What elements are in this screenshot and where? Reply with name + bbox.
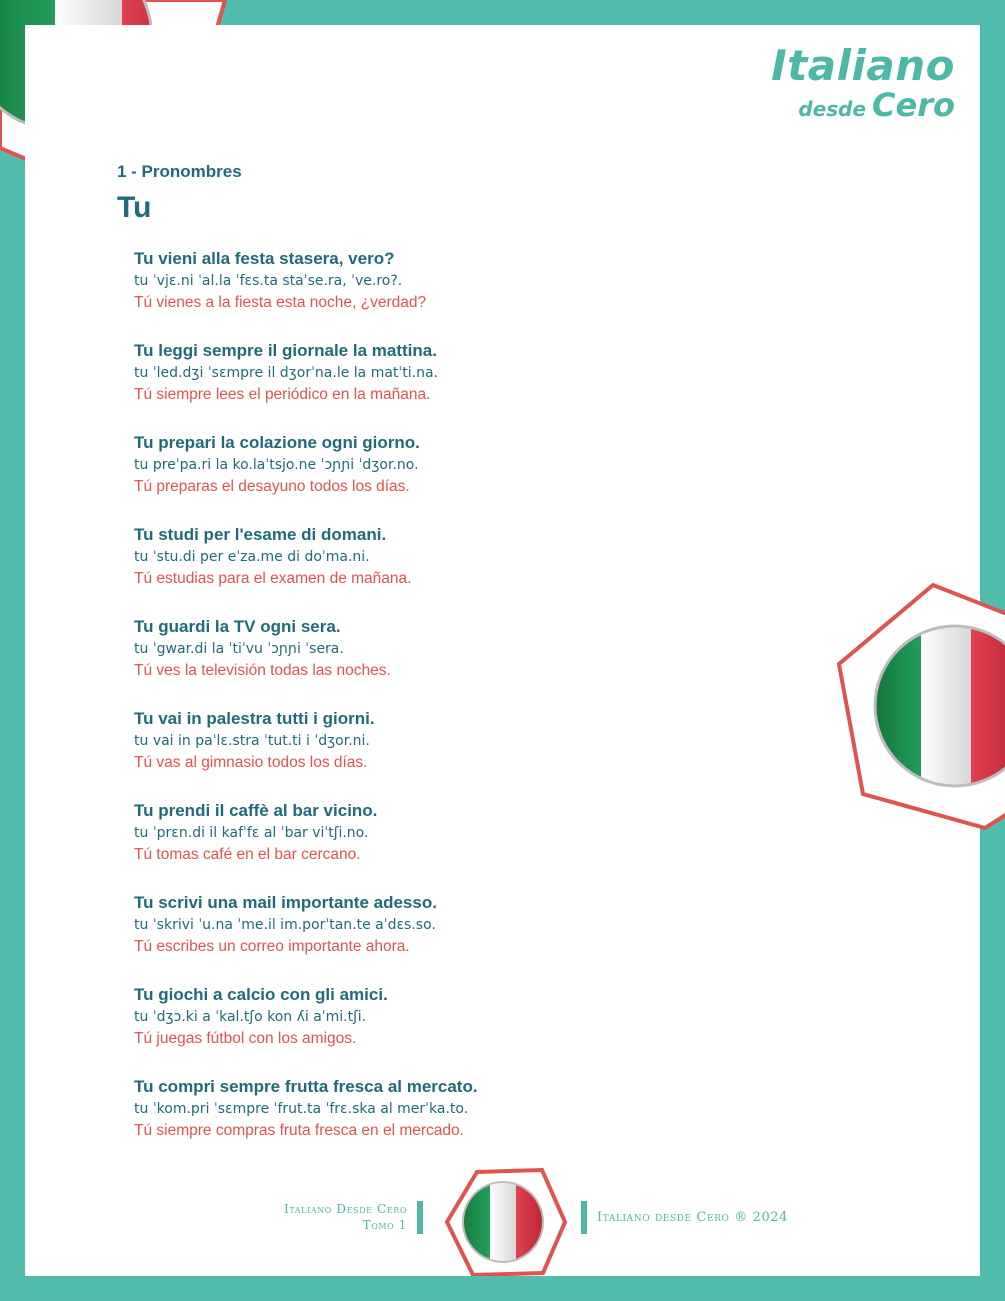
- spanish-translation: Tú ves la televisión todas las noches.: [134, 662, 391, 679]
- list-item: [134, 615, 854, 707]
- italian-sentence: Tu vai in palestra tutti i giorni.: [134, 709, 375, 728]
- flag-badge-footer: [437, 1167, 573, 1276]
- spanish-translation: Tú siempre compras fruta fresca en el mercado.: [134, 1122, 464, 1139]
- ipa-transcription: tu vai in paˈlɛ.stra ˈtut.ti i ˈdʒor.ni.: [134, 733, 370, 749]
- ipa-transcription: tu ˈkom.pri ˈsɛmpre ˈfrut.ta ˈfrɛ.ska al merˈka.to.: [134, 1101, 469, 1117]
- section-label: 1 - Pronombres: [117, 162, 242, 181]
- ipa-transcription: tu preˈpa.ri la ko.laˈtsjo.ne ˈɔɲɲi ˈdʒor.no.: [134, 457, 419, 473]
- flag-badge-right: [835, 582, 1005, 834]
- spanish-translation: Tú preparas el desayuno todos los días.: [134, 478, 410, 495]
- italian-sentence: Tu prepari la colazione ogni giorno.: [134, 433, 420, 452]
- list-item: [134, 983, 854, 1075]
- italian-sentence: Tu scrivi una mail importante adesso.: [134, 893, 437, 912]
- footer-divider-right: [581, 1201, 587, 1234]
- footer-divider-left: [417, 1201, 423, 1234]
- italian-sentence: Tu compri sempre frutta fresca al mercato.: [134, 1077, 478, 1096]
- italian-sentence: Tu leggi sempre il giornale la mattina.: [134, 341, 437, 360]
- list-item: [134, 799, 854, 891]
- italian-sentence: Tu vieni alla festa stasera, vero?: [134, 249, 395, 268]
- logo-desde: desde: [798, 97, 867, 121]
- footer-copyright: Italiano desde Cero ® 2024: [597, 1210, 789, 1225]
- list-item: [134, 1075, 854, 1167]
- spanish-translation: Tú estudias para el examen de mañana.: [134, 570, 412, 587]
- list-item: [134, 339, 854, 431]
- page-title: Tu: [117, 191, 152, 224]
- spanish-translation: Tú siempre lees el periódico en la mañana.: [134, 386, 431, 403]
- logo-line1: Italiano: [771, 41, 955, 90]
- italian-sentence: Tu guardi la TV ogni sera.: [134, 617, 341, 636]
- list-item: [134, 431, 854, 523]
- italian-sentence: Tu giochi a calcio con gli amici.: [134, 985, 388, 1004]
- spanish-translation: Tú tomas café en el bar cercano.: [134, 846, 361, 863]
- list-item: [134, 247, 854, 339]
- spanish-translation: Tú juegas fútbol con los amigos.: [134, 1030, 357, 1047]
- spanish-translation: Tú vas al gimnasio todos los días.: [134, 754, 368, 771]
- sentence-list: [134, 247, 854, 1167]
- spanish-translation: Tú escribes un correo importante ahora.: [134, 938, 410, 955]
- brand-logo: [745, 41, 955, 124]
- ipa-transcription: tu ˈled.dʒi ˈsɛmpre il dʒorˈna.le la matˈti.na.: [134, 365, 438, 381]
- footer-book-info: [255, 1201, 407, 1233]
- ipa-transcription: tu ˈstu.di per eˈza.me di doˈma.ni.: [134, 549, 370, 565]
- footer-book-title: Italiano Desde Cero: [283, 1202, 407, 1216]
- italian-sentence: Tu studi per l'esame di domani.: [134, 525, 387, 544]
- list-item: [134, 523, 854, 615]
- ipa-transcription: tu ˈprɛn.di il kafˈfɛ al ˈbar viˈtʃi.no.: [134, 825, 369, 841]
- ipa-transcription: tu ˈvjɛ.ni ˈal.la ˈfɛs.ta staˈse.ra, ˈve.ro?.: [134, 273, 403, 289]
- ipa-transcription: tu ˈgwar.di la ˈtiˈvu ˈɔɲɲi ˈsera.: [134, 641, 344, 657]
- italy-flag-icon: [437, 1167, 573, 1276]
- list-item: [134, 891, 854, 983]
- logo-cero: Cero: [872, 86, 955, 124]
- ipa-transcription: tu ˈdʒɔ.ki a ˈkal.tʃo kon ʎi aˈmi.tʃi.: [134, 1009, 367, 1025]
- logo-line2: [745, 86, 955, 124]
- footer-volume: Tomo 1: [362, 1218, 407, 1232]
- italian-sentence: Tu prendi il caffè al bar vicino.: [134, 801, 378, 820]
- spanish-translation: Tú vienes a la fiesta esta noche, ¿verdad?: [134, 294, 427, 311]
- italy-flag-icon: [835, 582, 1005, 834]
- list-item: [134, 707, 854, 799]
- ipa-transcription: tu ˈskrivi ˈu.na ˈme.il im.porˈtan.te aˈdɛs.so.: [134, 917, 436, 933]
